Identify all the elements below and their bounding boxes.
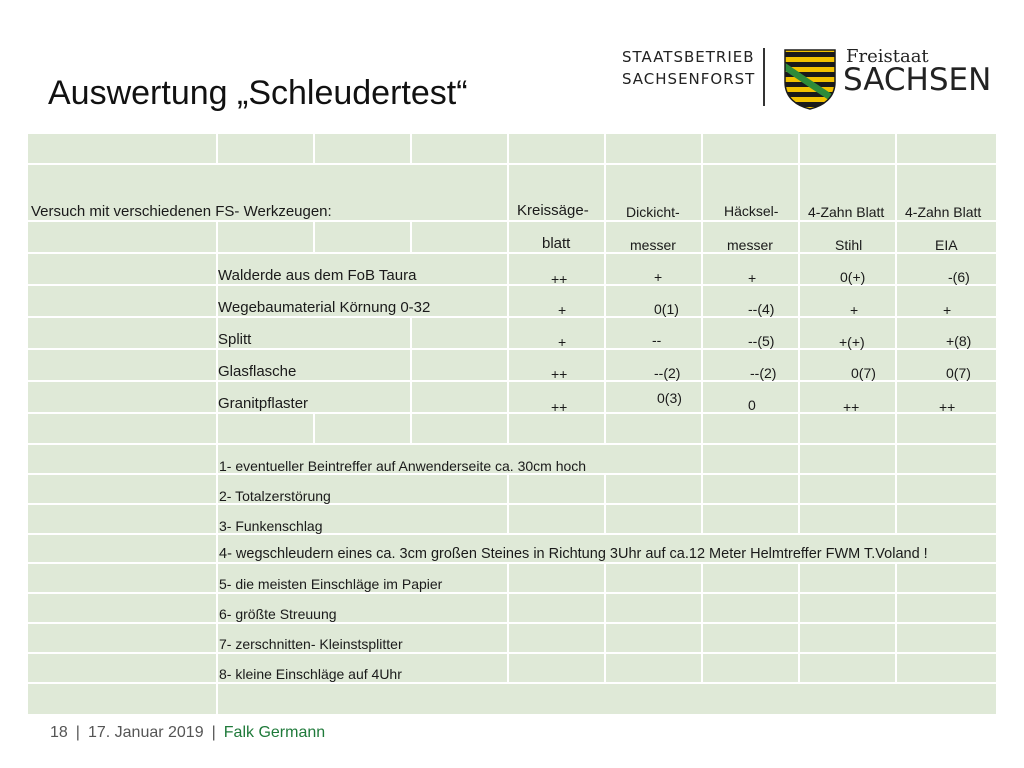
- table-cell: [28, 134, 216, 163]
- col-header-stihl: 4-Zahn Blatt: [808, 204, 885, 220]
- footer-author: Falk Germann: [223, 724, 326, 741]
- logo-freistaat: Freistaat: [846, 46, 929, 67]
- row-label-walderde: Walderde aus dem FoB Taura: [218, 267, 417, 284]
- footnote-7: 7- zerschnitten- Kleinstsplitter: [219, 636, 403, 652]
- logo-line-2: SACHSENFORST: [622, 70, 756, 88]
- footnote-8: 8- kleine Einschläge auf 4Uhr: [219, 666, 402, 682]
- footnote-3: 3- Funkenschlag: [219, 518, 323, 534]
- col-header-dickicht: Dickicht-: [626, 204, 680, 220]
- footnote-1: 1- eventueller Beintreffer auf Anwenderseite ca. 30cm hoch: [219, 458, 587, 474]
- cell-value: 0(1): [654, 301, 679, 317]
- cell-value: 0(7): [851, 365, 876, 381]
- table-row: [28, 624, 996, 652]
- cell-value: +: [850, 302, 859, 318]
- table-intro: Versuch mit verschiedenen FS- Werkzeugen:: [31, 203, 332, 220]
- cell-value: +: [558, 302, 567, 318]
- table-row: [28, 414, 996, 443]
- col-header-dickicht-2: messer: [630, 237, 676, 253]
- coat-of-arms-icon: [783, 48, 837, 110]
- cell-value: ++: [843, 399, 860, 415]
- cell-value: +: [654, 269, 663, 285]
- row-label-splitt: Splitt: [218, 331, 252, 348]
- row-label-granitpflaster: Granitpflaster: [218, 395, 309, 412]
- cell-value: --(2): [654, 365, 681, 381]
- cell-value: +(+): [839, 334, 865, 350]
- cell-value: --(4): [748, 301, 775, 317]
- cell-value: +: [558, 334, 567, 350]
- col-header-kreissaege: Kreissäge-: [517, 202, 589, 219]
- page-number: 18: [50, 724, 68, 741]
- table-row: [28, 505, 996, 533]
- col-header-stihl-2: Stihl: [835, 237, 863, 253]
- row-label-glasflasche: Glasflasche: [218, 363, 297, 380]
- table-row: [28, 654, 996, 682]
- footnote-4: 4- wegschleudern eines ca. 3cm großen Steines in Richtung 3Uhr auf ca.12 Meter Helmtreffer FWM T.Voland !: [219, 546, 928, 562]
- col-header-kreissaege-2: blatt: [542, 235, 571, 252]
- logo-line-1: STAATSBETRIEB: [622, 48, 755, 66]
- cell-value: ++: [551, 399, 568, 415]
- cell-value: 0(3): [657, 390, 682, 406]
- table-cell: [412, 134, 507, 163]
- cell-value: +(8): [946, 333, 972, 349]
- table-cell: [703, 134, 798, 163]
- logo-staatsbetrieb-sachsenforst: [622, 46, 755, 90]
- col-header-eia-2: EIA: [935, 237, 958, 253]
- cell-value: 0(7): [946, 365, 971, 381]
- table-cell: [315, 134, 410, 163]
- logo-divider: [763, 48, 765, 106]
- results-table: [28, 134, 996, 714]
- footer: 18 | 17. Januar 2019 | Falk Germann: [50, 724, 326, 741]
- table-cell: [218, 134, 313, 163]
- table-cell: [606, 134, 701, 163]
- cell-value: +: [748, 270, 757, 286]
- table-row: [28, 475, 996, 503]
- col-header-haecksel: Häcksel-: [724, 203, 779, 219]
- page-title: Auswertung „Schleudertest“: [48, 74, 468, 112]
- logo-sachsen: SACHSEN: [843, 62, 992, 98]
- footer-date: 17. Januar 2019: [87, 724, 204, 741]
- table-row: [28, 564, 996, 592]
- row-label-wegebau: Wegebaumaterial Körnung 0-32: [218, 299, 431, 316]
- footnote-2: 2- Totalzerstörung: [219, 488, 331, 504]
- cell-value: +: [943, 302, 952, 318]
- table-cell: [800, 134, 895, 163]
- cell-value: --: [652, 332, 662, 348]
- footnote-5: 5- die meisten Einschläge im Papier: [219, 576, 443, 592]
- cell-value: -(6): [948, 269, 970, 285]
- col-header-eia: 4-Zahn Blatt: [905, 204, 982, 220]
- cell-value: 0(+): [840, 269, 866, 285]
- cell-value: ++: [939, 399, 956, 415]
- footnote-6: 6- größte Streuung: [219, 606, 337, 622]
- cell-value: --(2): [750, 365, 777, 381]
- table-row: [28, 594, 996, 622]
- cell-value: 0: [748, 397, 756, 413]
- col-header-haecksel-2: messer: [727, 237, 773, 253]
- table-cell: [897, 134, 996, 163]
- cell-value: --(5): [748, 333, 775, 349]
- table-row: [28, 684, 996, 714]
- table-cell: [509, 134, 604, 163]
- cell-value: ++: [551, 366, 568, 382]
- cell-value: ++: [551, 271, 568, 287]
